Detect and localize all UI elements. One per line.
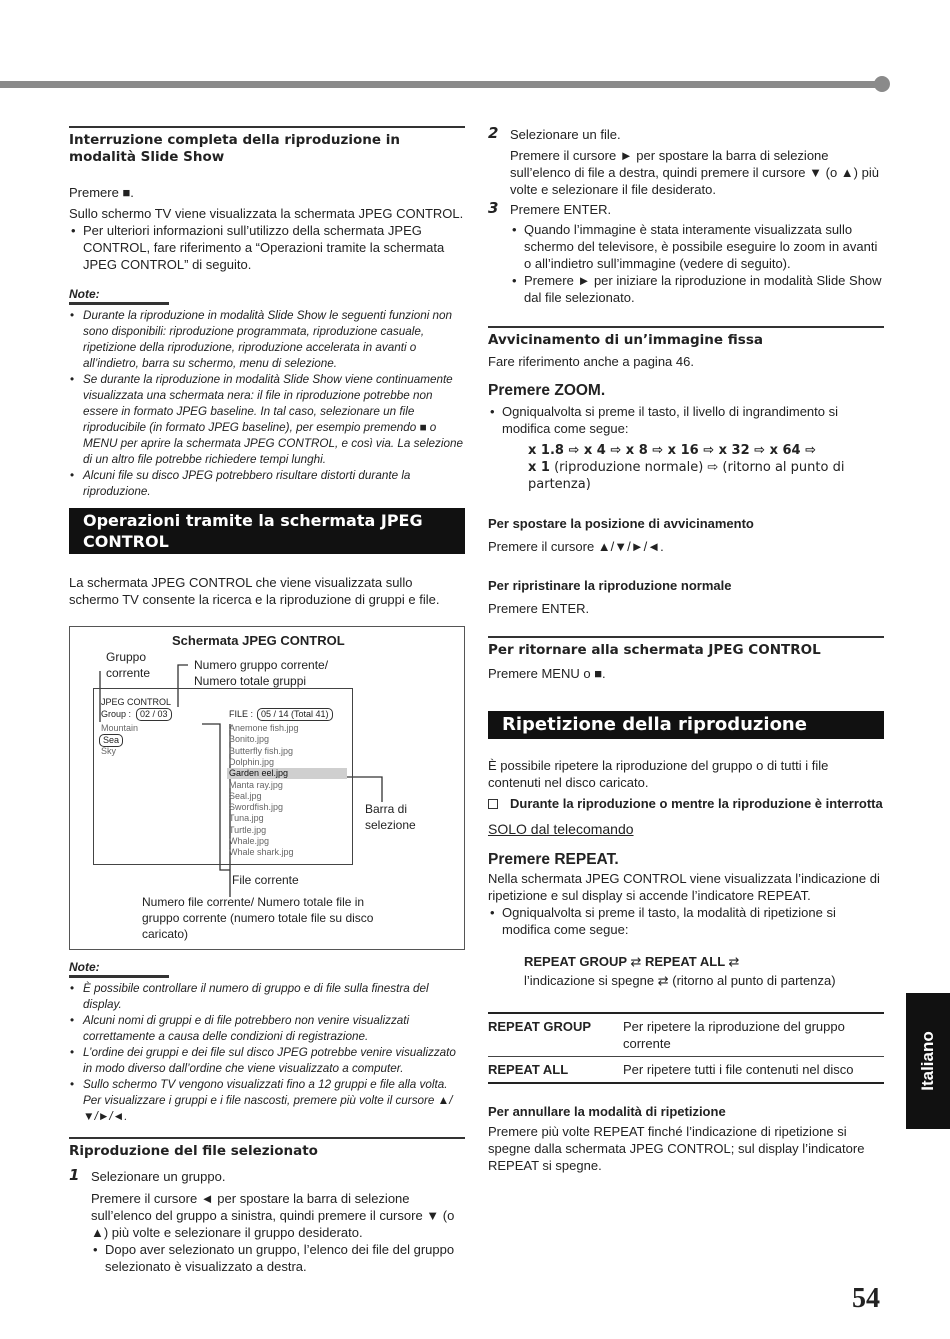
instruction: Premere ■. <box>69 185 134 200</box>
zoom-x1: x 1 <box>528 460 550 475</box>
section-heading-play-selected: Riproduzione del file selezionato <box>69 1137 465 1160</box>
paragraph: Premere MENU o ■. <box>488 666 606 681</box>
bullet-list <box>488 904 884 938</box>
screen-file-label: FILE : <box>229 709 254 719</box>
file-item: Whale.jpg <box>229 836 270 846</box>
step-text: Selezionare un gruppo. <box>91 1169 226 1184</box>
bullet-list <box>488 403 884 437</box>
cycle-arrow-icon: ⇄ <box>630 955 642 970</box>
paragraph: È possibile ripetere la riproduzione del gruppo o di tutti i file contenuti nel disco caricato. <box>488 758 829 790</box>
group-item: Sky <box>101 746 117 756</box>
right-column <box>488 126 884 1174</box>
note-label: Note: <box>69 960 169 978</box>
subheading: Per spostare la posizione di avvicinamento <box>488 516 754 531</box>
side-tab-label: Italiano <box>918 1031 937 1091</box>
group-item: Mountain <box>101 723 139 733</box>
note-item: • Alcuni nomi di gruppi e di file potrebbero non venire visualizzati correttamente a causa delle condizioni di registrazione. <box>69 1013 465 1045</box>
subheading: Per annullare la modalità di ripetizione <box>488 1104 726 1119</box>
paragraph: Fare riferimento anche a pagina 46. <box>488 354 694 369</box>
section-band-jpeg-control: Operazioni tramite la schermata JPEG CONTROL <box>69 508 465 554</box>
repeat-return-label: (ritorno al punto di partenza) <box>672 973 836 988</box>
note-item: • L’ordine dei gruppi e dei file sul disco JPEG potrebbe venire visualizzato in modo diverso dall’ordine che viene visualizzato a computer. <box>69 1045 465 1077</box>
zoom-sequence: x 1.8 ⇨ x 4 ⇨ x 8 ⇨ x 16 ⇨ x 32 ⇨ x 64 ⇨ <box>528 443 816 458</box>
label-selection-bar: Barra di selezione <box>365 802 416 832</box>
left-column <box>69 126 465 1275</box>
label-group-number: Numero gruppo corrente/ Numero totale gruppi <box>194 658 329 688</box>
step-1 <box>69 1168 465 1185</box>
bullet-item: • Premere ► per iniziare la riproduzione in modalità Slide Show dal file selezionato. <box>510 272 884 306</box>
bullet-item: • Ogniqualvolta si preme il tasto, la modalità di ripetizione si modifica come segue: <box>488 904 884 938</box>
file-item: Whale shark.jpg <box>229 847 294 858</box>
paragraph: Premere più volte REPEAT finché l’indicazione di ripetizione si spegne dalla schermata JPEG CONTROL; sul display l’indicatore REPEAT si spegne. <box>488 1124 865 1173</box>
screen-group-label: Group : <box>101 709 132 719</box>
step-text: Selezionare un file. <box>510 127 621 142</box>
header-rule <box>0 81 880 88</box>
section-heading-stop-slideshow: Interruzione completa della riproduzione in modalità Slide Show <box>69 126 465 166</box>
repeat-heading: Premere REPEAT. <box>488 851 619 868</box>
condition-item <box>488 795 884 812</box>
zoom-heading: Premere ZOOM. <box>488 382 606 399</box>
step-2 <box>488 126 884 143</box>
note-list <box>69 981 465 1125</box>
label-current-group: Gruppo corrente <box>106 650 151 680</box>
zoom-x1-desc: (riproduzione normale) ⇨ (ritorno al punto di partenza) <box>528 460 845 492</box>
diagram-title: Schermata JPEG CONTROL <box>172 633 345 648</box>
label-current-file: File corrente <box>232 873 299 887</box>
note-item: • Durante la riproduzione in modalità Slide Show le seguenti funzioni non sono disponibili: riproduzione programmata, riproduzione casuale, ripetizione della riproduzione, riproduzione accelerata in avanti o all’indietro, barra su schermo, menu di selezione. <box>69 308 465 372</box>
cycle-arrow-icon: ⇄ <box>657 974 669 989</box>
zoom-sequence-end <box>488 459 884 493</box>
step-text: Premere ENTER. <box>510 202 612 217</box>
checkbox-square-icon <box>488 799 498 809</box>
file-item: Swordfish.jpg <box>229 802 284 813</box>
bullet-list <box>488 221 884 306</box>
step-number: 2 <box>488 124 499 142</box>
paragraph: La schermata JPEG CONTROL che viene visualizzata sullo schermo TV consente la ricerca e la riproduzione di gruppi e file. <box>69 575 440 607</box>
page-number: 54 <box>852 1283 880 1314</box>
step-number: 3 <box>488 199 499 217</box>
jpeg-control-diagram <box>69 626 465 950</box>
paragraph: Nella schermata JPEG CONTROL viene visualizzata l’indicazione di ripetizione e sul display si accende l’indicatore REPEAT. <box>488 871 880 903</box>
repeat-sequence <box>488 953 884 991</box>
file-item: Anemone fish.jpg <box>229 723 299 733</box>
cycle-arrow-icon: ⇄ <box>728 955 740 970</box>
bullet-list <box>69 1241 465 1275</box>
section-heading-zoom: Avvicinamento di un’immagine fissa <box>488 326 884 349</box>
table-value: Per ripetere la riproduzione del gruppo corrente <box>623 1013 884 1057</box>
note-item: • È possibile controllare il numero di gruppo e di file sulla finestra del display. <box>69 981 465 1013</box>
paragraph: Premere il cursore ◄ per spostare la barra di selezione sull’elenco del gruppo a sinistra, quindi premere il cursore ▼ (o ▲) più volte e selezionare il gruppo desiderato. <box>91 1191 455 1240</box>
table-row <box>488 1057 884 1084</box>
file-item: Turtle.jpg <box>229 824 267 835</box>
step-number: 1 <box>69 1166 80 1184</box>
screen-group-value: 02 / 03 <box>136 708 172 721</box>
language-side-tab <box>906 993 950 1129</box>
file-item: Manta ray.jpg <box>229 779 283 790</box>
repeat-modes-table <box>488 1012 884 1084</box>
note-label: Note: <box>69 287 169 305</box>
table-key: REPEAT ALL <box>488 1057 623 1084</box>
remote-only-note: SOLO dal telecomando <box>488 821 634 837</box>
group-item-current: Sea <box>99 734 123 747</box>
label-file-number: Numero file corrente/ Numero totale file in gruppo corrente (numero totale file su disco caricato) <box>142 895 374 941</box>
repeat-off-label: l’indicazione si spegne <box>524 973 655 988</box>
note-item: • Alcuni file su disco JPEG potrebbero risultare distorti durante la riproduzione. <box>69 468 465 500</box>
table-key: REPEAT GROUP <box>488 1013 623 1057</box>
screen-title: JPEG CONTROL <box>101 697 172 707</box>
bullet-list <box>69 222 465 273</box>
repeat-all-label: REPEAT ALL <box>644 954 725 969</box>
note-item: • Sullo schermo TV vengono visualizzati fino a 12 gruppi e file alla volta. Per visualizzare i gruppi e i file nascosti, premere più volte il cursore ▲/▼/►/◄. <box>69 1077 465 1125</box>
section-band-repeat: Ripetizione della riproduzione <box>488 711 884 739</box>
section-heading-return: Per ritornare alla schermata JPEG CONTROL <box>488 636 884 659</box>
repeat-group-label: REPEAT GROUP <box>524 954 627 969</box>
bullet-item: • Dopo aver selezionato un gruppo, l’elenco dei file del gruppo selezionato è visualizzato a destra. <box>91 1241 465 1275</box>
condition-text: Durante la riproduzione o mentre la riproduzione è interrotta <box>510 796 883 811</box>
file-item: Bonito.jpg <box>229 734 270 745</box>
file-item: Seal.jpg <box>229 790 262 801</box>
step-3 <box>488 201 884 218</box>
bullet-item: • Ogniqualvolta si preme il tasto, il livello di ingrandimento si modifica come segue: <box>488 403 884 437</box>
paragraph: Premere ENTER. <box>488 601 590 616</box>
paragraph: Premere il cursore ► per spostare la barra di selezione sull’elenco di file a destra, quindi premere il cursore ▼ (o ▲) più volte e selezionare il file desiderato. <box>510 148 879 197</box>
table-row <box>488 1013 884 1057</box>
file-item: Dolphin.jpg <box>229 756 275 767</box>
table-value: Per ripetere tutti i file contenuti nel disco <box>623 1057 884 1084</box>
header-rule-dot <box>874 76 890 92</box>
bullet-item: • Per ulteriori informazioni sull’utilizzo della schermata JPEG CONTROL, fare riferimento a “Operazioni tramite la schermata JPEG CONTROL” di seguito. <box>69 222 465 273</box>
paragraph: Sullo schermo TV viene visualizzata la schermata JPEG CONTROL. <box>69 206 464 221</box>
subheading: Per ripristinare la riproduzione normale <box>488 578 732 593</box>
note-item: • Se durante la riproduzione in modalità Slide Show viene continuamente visualizzata una schermata nera: il file in riproduzione potrebbe non essere in formato JPEG baseline. In tal caso, selezionare un file riproducibile (in formato JPEG baseline), per esempio premendo ■ o MENU per aprire la schermata JPEG CONTROL, e così via. La selezione di un altro file potrebbe richiedere tempi lunghi. <box>69 372 465 468</box>
file-item: Tuna.jpg <box>229 813 264 824</box>
bullet-item: • Quando l’immagine è stata interamente visualizzata sullo schermo del televisore, è possibile eseguire lo zoom in avanti o all’indietro sull’immagine (vedere di seguito). <box>510 221 884 272</box>
file-item: Butterfly fish.jpg <box>229 745 294 756</box>
screen-file-value: 05 / 14 (Total 41) <box>257 708 333 721</box>
paragraph: Premere il cursore ▲/▼/►/◄. <box>488 539 664 554</box>
file-item-selected: Garden eel.jpg <box>227 768 347 779</box>
note-list <box>69 308 465 500</box>
tv-screen-mockup <box>93 688 353 865</box>
